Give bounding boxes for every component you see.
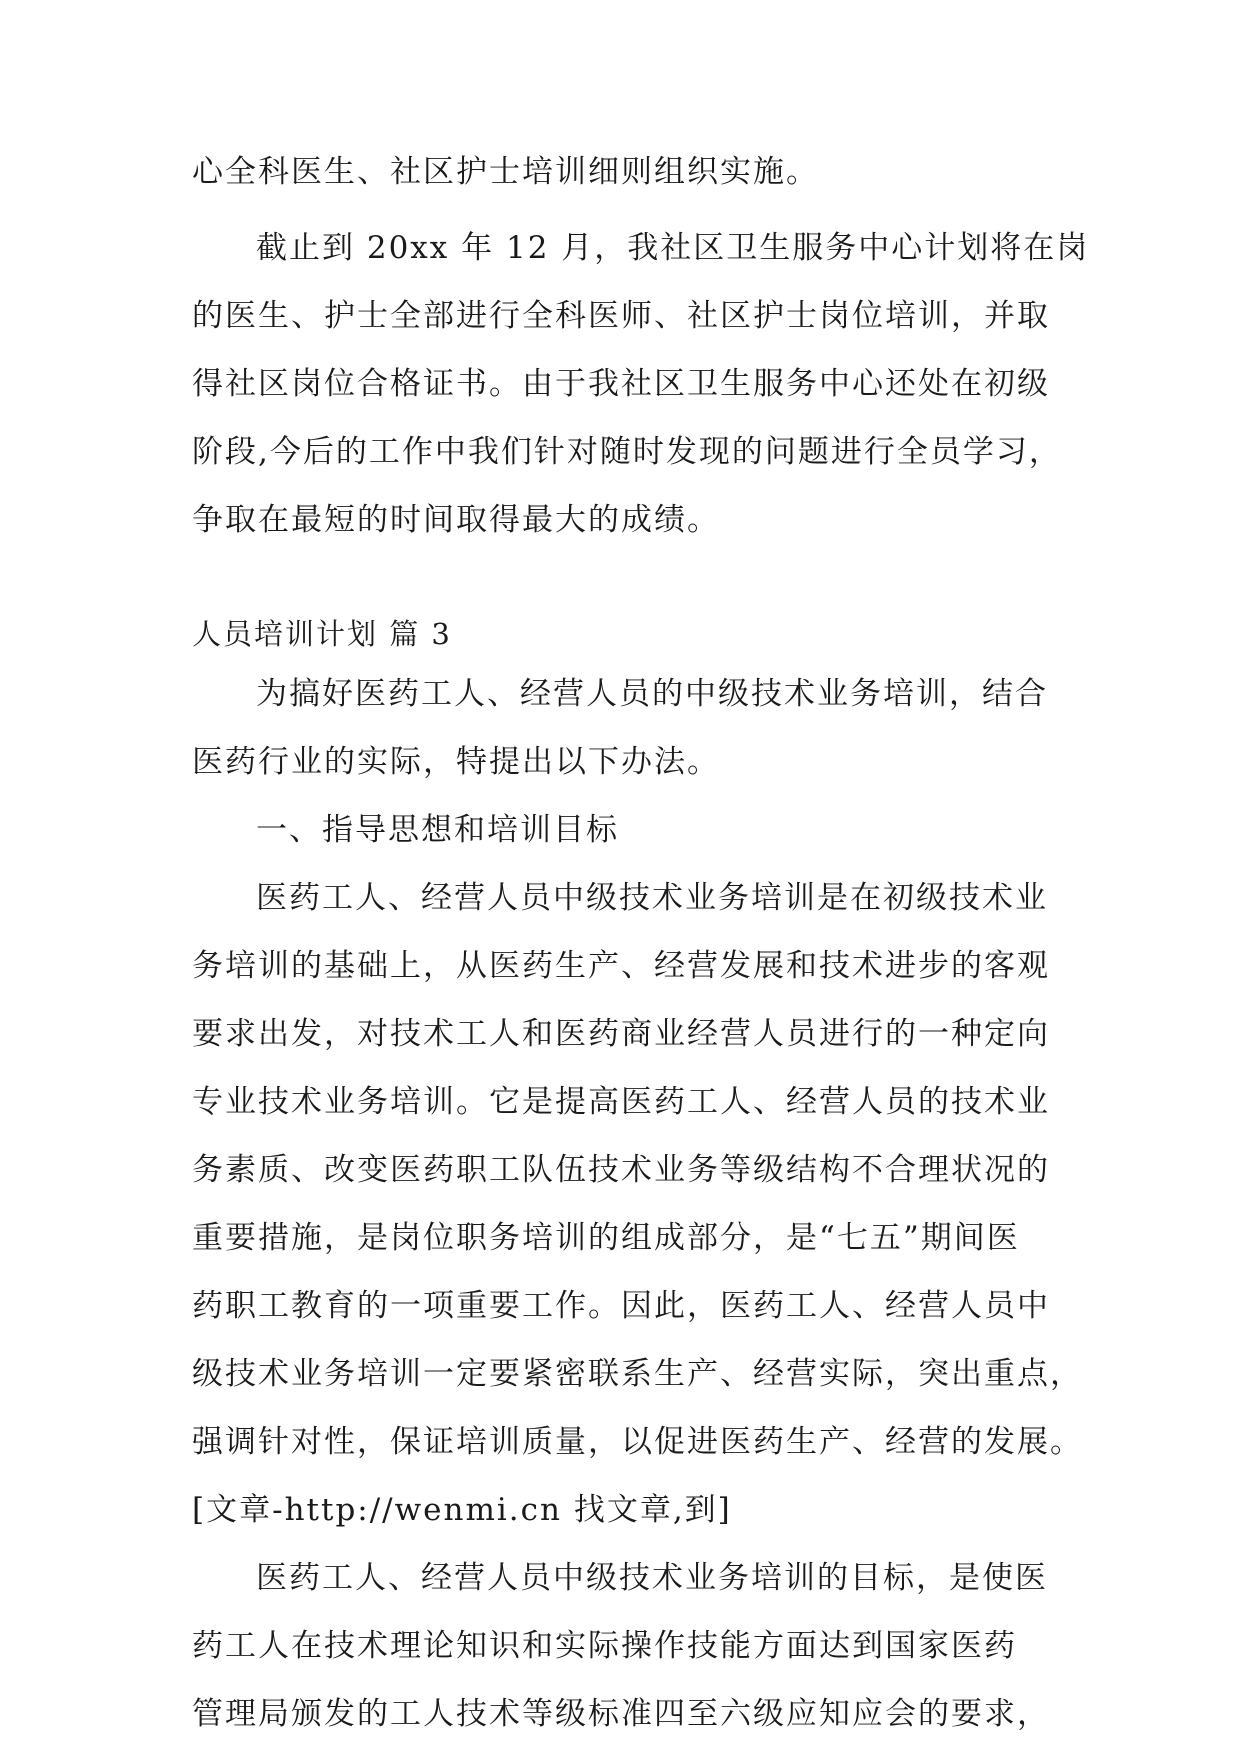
paragraph-5-line-2: 药工人在技术理论知识和实际操作技能方面达到国家医药 bbox=[192, 1628, 1017, 1664]
paragraph-2-line-2: 的医生、护士全部进行全科医师、社区护士岗位培训，并取 bbox=[192, 298, 1050, 334]
paragraph-4-line-2: 务培训的基础上，从医药生产、经营发展和技术进步的客观 bbox=[192, 948, 1050, 984]
source-link-line: [文章-http://wenmi.cn 找文章,到] bbox=[192, 1492, 732, 1528]
paragraph-2-line-4: 阶段,今后的工作中我们针对随时发现的问题进行全员学习， bbox=[192, 434, 1062, 470]
paragraph-3-line-1: 为搞好医药工人、经营人员的中级技术业务培训，结合 bbox=[256, 676, 1048, 712]
paragraph-4-line-1: 医药工人、经营人员中级技术业务培训是在初级技术业 bbox=[256, 880, 1048, 916]
paragraph-4-line-6: 重要措施，是岗位职务培训的组成部分，是“七五”期间医 bbox=[192, 1220, 1020, 1256]
paragraph-4-line-4: 专业技术业务培训。它是提高医药工人、经营人员的技术业 bbox=[192, 1084, 1050, 1120]
paragraph-5-line-3: 管理局颁发的工人技术等级标准四至六级应知应会的要求， bbox=[192, 1696, 1050, 1732]
paragraph-2-line-5: 争取在最短的时间取得最大的成绩。 bbox=[192, 502, 720, 538]
paragraph-4-line-9: 强调针对性，保证培训质量，以促进医药生产、经营的发展。 bbox=[192, 1424, 1083, 1460]
paragraph-4-line-3: 要求出发，对技术工人和医药商业经营人员进行的一种定向 bbox=[192, 1016, 1050, 1052]
paragraph-5-line-1: 医药工人、经营人员中级技术业务培训的目标，是使医 bbox=[256, 1560, 1048, 1596]
paragraph-continuation-line: 心全科医生、社区护士培训细则组织实施。 bbox=[192, 154, 819, 190]
section-title: 人员培训计划 篇 3 bbox=[192, 617, 452, 651]
paragraph-3-line-2: 医药行业的实际，特提出以下办法。 bbox=[192, 744, 720, 780]
subheading: 一、指导思想和培训目标 bbox=[256, 812, 619, 848]
paragraph-4-line-5: 务素质、改变医药职工队伍技术业务等级结构不合理状况的 bbox=[192, 1152, 1050, 1188]
paragraph-4-line-8: 级技术业务培训一定要紧密联系生产、经营实际，突出重点， bbox=[192, 1356, 1083, 1392]
paragraph-2-line-3: 得社区岗位合格证书。由于我社区卫生服务中心还处在初级 bbox=[192, 366, 1050, 402]
paragraph-4-line-7: 药职工教育的一项重要工作。因此，医药工人、经营人员中 bbox=[192, 1288, 1050, 1324]
paragraph-2-line-1: 截止到 20xx 年 12 月，我社区卫生服务中心计划将在岗 bbox=[256, 230, 1090, 266]
